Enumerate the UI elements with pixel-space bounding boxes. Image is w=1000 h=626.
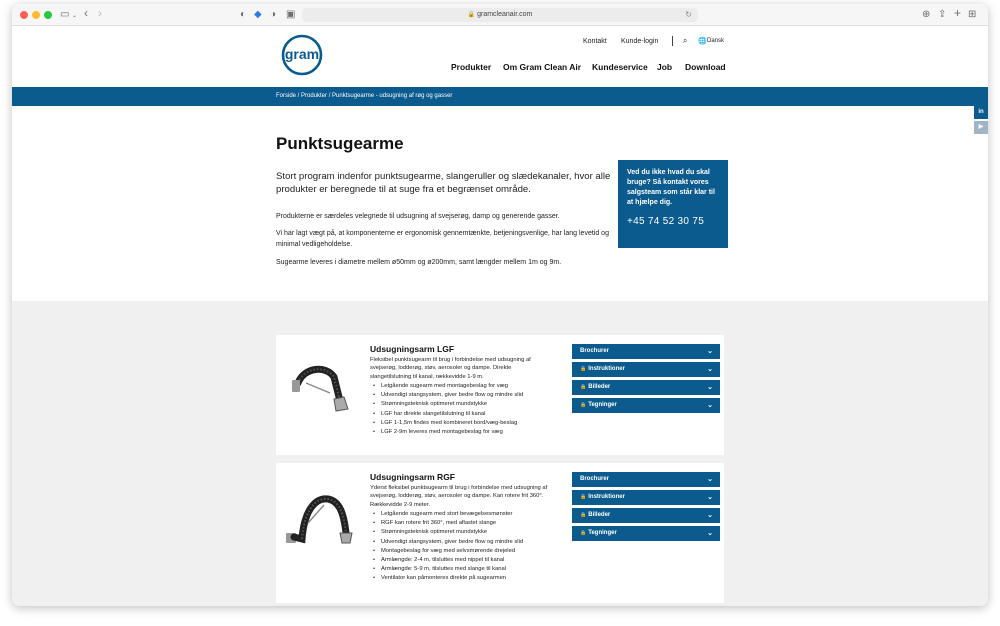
page-title: Punktsugearme [276, 134, 404, 153]
cta-phone[interactable]: +45 74 52 30 75 [627, 216, 705, 227]
lock-icon: 🔒 [580, 402, 587, 408]
minimize-window-button[interactable] [32, 11, 40, 19]
brochures-button[interactable] [572, 344, 720, 359]
forward-icon[interactable]: › [98, 6, 102, 20]
list-item: • LGF 2-9m leveres med montagebeslag for væg [370, 428, 560, 437]
feature-list [370, 510, 560, 584]
youtube-icon[interactable]: ▶ [974, 121, 988, 134]
product-card-lgf [276, 335, 724, 455]
chevron-down-icon: ⌄ [707, 366, 713, 373]
browser-window [12, 4, 988, 606]
nav-about[interactable]: Om Gram Clean Air [503, 62, 582, 72]
contrast-icon[interactable]: ◑ [270, 9, 277, 20]
list-item: • RGF kan rotere frit 360°, med aflastet slange [370, 519, 560, 528]
brochures-button[interactable] [572, 472, 720, 487]
chevron-down-icon: ⌄ [707, 348, 713, 355]
lock-icon: 🔒 [467, 12, 476, 18]
product-card-rgf [276, 463, 724, 603]
share-icon[interactable]: ⇪ [938, 9, 947, 20]
paragraph-2: Vi har lagt vægt på, at komponenterne er ergonomisk gennemtænkte, betjeningsvenlige, har lang levetid og minimal vedligeholdelse. [276, 230, 609, 248]
nav-products[interactable]: Produkter [451, 62, 492, 72]
chevron-down-icon: ⌄ [707, 530, 713, 537]
list-item: • Armlængde: 2-4 m, tilsluttes med nippel til kanal [370, 556, 560, 565]
list-item: • Ventilator kan påmonteres direkte på sugearmen [370, 574, 560, 583]
reload-icon[interactable]: ↻ [685, 10, 692, 19]
button-label: Tegninger [588, 402, 617, 408]
button-label: Billeder [588, 512, 611, 518]
list-item: • LGF har direkte slangetilslutning til kanal [370, 410, 560, 419]
instructions-button[interactable] [572, 490, 720, 505]
images-button[interactable] [572, 508, 720, 523]
chevron-down-icon: ⌄ [707, 512, 713, 519]
chevron-down-icon: ⌄ [707, 476, 713, 483]
product-title: Udsugningsarm RGF [370, 472, 456, 482]
url-text: gramcleanair.com [477, 11, 533, 18]
list-item: • LGF 1-1,5m findes med kombineret bord/væg-beslag [370, 419, 560, 428]
new-tab-icon[interactable]: + [954, 6, 962, 20]
gram-logo[interactable] [277, 34, 327, 76]
product-description: Fleksibel punktsugearm til brug i forbindelse med udsugning af svejserøg, lodderøg, støv, aerosoler og dampe. Direkte slangetilslutning til kanal, rækkevidde 1-9 m. [370, 357, 531, 380]
nav-download[interactable]: Download [685, 62, 726, 72]
feature-list [370, 382, 560, 437]
paragraph-3: Sugearme leveres i diametre mellem ø50mm og ø200mm, samt længder mellem 1m og 9m. [276, 259, 562, 266]
product-image-rgf[interactable] [284, 483, 354, 553]
product-image-lgf[interactable] [284, 353, 354, 423]
tab-overview-icon[interactable]: ⊞ [968, 9, 977, 20]
shield-icon[interactable]: ◐ [240, 9, 247, 20]
button-label: Brochurer [580, 476, 610, 482]
chevron-down-icon[interactable]: ⌄ [72, 13, 78, 19]
list-item: • Udvendigt stangsystem, giver bedre flow og mindre slid [370, 391, 560, 400]
nav-job[interactable]: Job [657, 62, 673, 72]
breadcrumb-bar [12, 87, 988, 106]
contact-cta-box [618, 160, 728, 248]
web-page [12, 26, 988, 606]
cta-text: Ved du ikke hvad du skal bruge? Så kontakt vores salgsteam som står klar til at hjælpe dig. [627, 169, 715, 206]
globe-icon[interactable]: 🌐 [698, 38, 707, 45]
lock-icon: 🔒 [580, 530, 587, 536]
list-item: • Letgående sugearm med montagebeslag for væg [370, 382, 560, 391]
breadcrumb[interactable]: Forside / Produkter / Punktsugearme - udsugning af røg og gasser [276, 93, 453, 99]
lock-icon: 🔒 [580, 366, 587, 372]
nav-customer-service[interactable]: Kundeservice [592, 62, 648, 72]
chevron-down-icon: ⌄ [707, 384, 713, 391]
zoom-window-button[interactable] [44, 11, 52, 19]
lead-text: Stort program indenfor punktsugearme, slangeruller og slædekanaler, hvor alle produkter er beregnede til at suge fra et begrænset område. [276, 171, 611, 195]
instructions-button[interactable] [572, 362, 720, 377]
list-item: • Strømningsteknisk optimeret mundstykke [370, 400, 560, 409]
list-item: • Strømningsteknisk optimeret mundstykke [370, 528, 560, 537]
lock-icon: 🔒 [580, 494, 587, 500]
button-label: Instruktioner [588, 366, 625, 372]
contact-link[interactable]: Kontakt [583, 38, 607, 45]
close-window-button[interactable] [20, 11, 28, 19]
sidebar-icon[interactable]: ▭ [60, 9, 70, 20]
list-item: • Armlængde: 5-9 m, tilsluttes med slange til kanal [370, 565, 560, 574]
chevron-down-icon: ⌄ [707, 402, 713, 409]
button-label: Brochurer [580, 348, 610, 354]
download-icon[interactable]: ⊕ [922, 9, 931, 20]
button-label: Instruktioner [588, 494, 625, 500]
language-selector[interactable]: Dansk [707, 38, 725, 44]
button-label: Tegninger [588, 530, 617, 536]
drawings-button[interactable] [572, 398, 720, 413]
browser-toolbar [12, 4, 988, 26]
drawings-button[interactable] [572, 526, 720, 541]
reader-icon[interactable]: ▣ [286, 9, 296, 20]
lock-icon: 🔒 [580, 512, 587, 518]
chevron-down-icon: ⌄ [707, 494, 713, 501]
product-description: Yderst fleksibel punktsugearm til brug i forbindelse med udsugning af svejserøg, lodderøg, støv, aerosoler og dampe. Kan rotere frit 360°. Rækkevidde 2-9 meter. [370, 485, 548, 508]
customer-login-link[interactable]: Kunde-login [621, 38, 659, 45]
logo-text: gram [284, 46, 320, 62]
list-item: • Montagebeslag for væg med selvsmørende drejeled [370, 547, 560, 556]
linkedin-icon[interactable]: in [974, 106, 988, 119]
back-icon[interactable]: ‹ [84, 6, 88, 20]
list-item: • Letgående sugearm med stort bevægelsesmønster [370, 510, 560, 519]
search-icon[interactable]: ⌕ [683, 36, 688, 45]
extension-icon[interactable]: ◆ [254, 9, 262, 20]
images-button[interactable] [572, 380, 720, 395]
util-divider [672, 36, 673, 46]
address-bar[interactable] [302, 8, 698, 22]
lock-icon: 🔒 [580, 384, 587, 390]
button-label: Billeder [588, 384, 611, 390]
list-item: • Udvendigt stangsystem, giver bedre flow og mindre slid [370, 538, 560, 547]
product-title: Udsugningsarm LGF [370, 344, 455, 354]
paragraph-1: Produkterne er særdeles velegnede til udsugning af svejserøg, damp og generende gasser. [276, 213, 560, 220]
